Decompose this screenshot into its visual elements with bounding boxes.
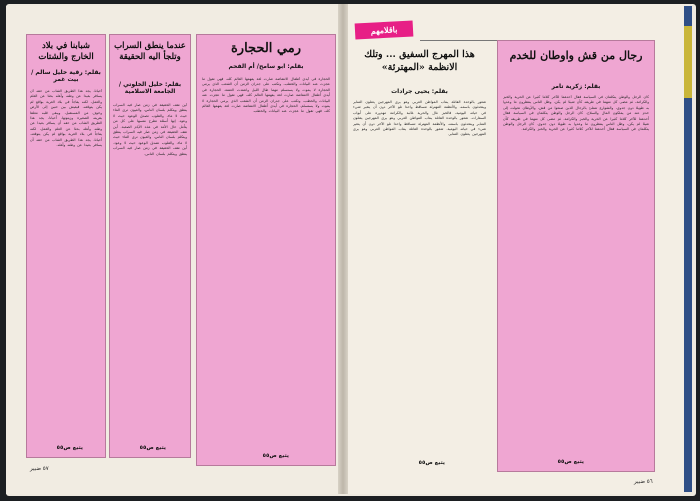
article-body: شعور بالوحدة القاتلة ينتاب المواطن العربي وهو يرى المهرجين يعتلون المنابر ويتحدثون باسمه، والأنظمة المهترئة تتساقط واحدا تلو الآخر دون أن يتغير شيء في حياته اليومية، فالخبز غال والحرية غائبة والكرامة مهدورة على أبواب السفارات. شعور بالوحدة القاتلة ينتاب المواطن العربي وهو يرى المهرجين يعتلون المنابر ويتحدثون باسمه، والأنظمة المهترئة تتساقط واحدا تلو الآخر دون أن يتغير شيء في حياته اليومية. شعور بالوحدة القاتلة ينتاب المواطن العربي وهو يرى المهرجين يعتلون المنابر.: [353, 100, 486, 137]
article-column-youth-abroad: [26, 34, 106, 458]
right-page-number: ٥٦ ضبير: [634, 479, 653, 485]
article-byline: بقلم: رقية خليل سالم / بيت غمر: [31, 69, 101, 83]
article-byline: بقلم: يحيى جرادات: [391, 88, 448, 95]
header-rule: [420, 40, 500, 41]
continued-note: يتبع ص٥٥: [139, 445, 166, 451]
continued-note: يتبع ص٥٥: [418, 460, 445, 466]
left-page-number: ٥٧ ضبير: [30, 466, 49, 472]
article-title: عندما ينطق السراب وتلجأ اليه الحقيقة: [114, 41, 186, 62]
section-label: باقلامهم: [355, 20, 414, 39]
continued-note: يتبع ص٥٥: [56, 445, 83, 451]
article-body: أحيانا، يجد هذا الطريق الشاب من حقه أن يسافر بعيدا عن وطنه وأهله بحثا عن العلم والعمل، لكنه يفاجأ في بلاد الغربة بواقع لم يكن يتوقعه، فيعيش بين حنين إلى الأرض وخوف من المستقبل، ويبقى قلبه معلقا بقريته الصغيرة وزيتونها. أحيانا، يجد هذا الطريق الشاب من حقه أن يسافر بعيدا عن وطنه وأهله بحثا عن العلم والعمل، لكنه يفاجأ في بلاد الغربة بواقع لم يكن يتوقعه. أحيانا، يجد هذا الطريق الشاب من حقه أن يسافر بعيدا عن وطنه وأهله.: [30, 89, 102, 148]
article-body: كان الرجل والوطن يتكلمان في السياسة فقال أحدهما للآخر كلاما كثيرا عن الحرية والخبز والكرامة، ثم مضى كل منهما في طريقه كأن شيئا لم يكن، وظل الناس ينتظرون ما وعدوا به طويلا دون جدوى، والشوارع تمتلئ بالرجال الذين صنعوا من قش، والأوطان تحولت إلى خدم عند من يملكون المال والسلاح. كان الرجل والوطن يتكلمان في السياسة فقال أحدهما للآخر كلاما كثيرا عن الحرية والخبز والكرامة، ثم مضى كل منهما في طريقه كأن شيئا لم يكن، وظل الناس ينتظرون ما وعدوا به طويلا دون جدوى. كان الرجل والوطن يتكلمان في السياسة فقال أحدهما للآخر كلاما كثيرا عن الحرية والخبز والكرامة.: [503, 95, 649, 132]
article-column-mirage: [109, 34, 191, 458]
cover-edge-tab: [684, 26, 692, 98]
article-title: هذا المهرج السفيق ... وتلك الانظمة «المهترئة»: [364, 49, 475, 73]
article-byline: بقلم: ابو سامح/ أم الفحم: [228, 63, 304, 70]
article-title: رمي الحجارة: [230, 41, 301, 56]
article-column-stone-throwing: [196, 34, 336, 466]
page-gutter: [338, 4, 348, 494]
article-byline: بقلم: زكرية تامر: [551, 83, 601, 90]
continued-note: يتبع ص٥٥: [557, 459, 584, 465]
article-byline: بقلم: خليل الخلوتي / الجامعة الاسلامية: [118, 81, 182, 95]
article-column-men-of-straw: [497, 40, 655, 472]
cover-edge: [684, 6, 692, 492]
article-title: رجال من قش واوطان للخدم: [509, 49, 643, 62]
article-body: الحجارة في أيدي أطفال الانتفاضة صارت لغة يفهمها العالم كله، فهي تقول ما عجزت عنه البيانات والخطب، وتكتب على جدران الزمن أن الشعب الذي يرمي الحجارة لا يموت ولا يستسلم مهما طال الليل واشتدت العتمة. الحجارة في أيدي أطفال الانتفاضة صارت لغة يفهمها العالم كله، فهي تقول ما عجزت عنه البيانات والخطب، وتكتب على جدران الزمن أن الشعب الذي يرمي الحجارة لا يموت ولا يستسلم. الحجارة في أيدي أطفال الانتفاضة صارت لغة يفهمها العالم كله، فهي تقول ما عجزت عنه البيانات والخطب.: [202, 77, 330, 114]
article-title: شبابنا في بلاد الخارج والشتات: [38, 41, 94, 62]
article-column-clown: [348, 42, 491, 472]
continued-note: يتبع ص٥٥: [262, 453, 289, 459]
article-body: أين تقف الحقيقة في زمن صار فيه السراب ينطق ويتكلم بلسان الناس، والعيون ترى الماء حيث لا ماء، والقلوب تصدق الوعود حيث لا وعود. إنها أسئلة تطرح نفسها على كل من يتأمل حال الأمة في هذه الأيام الصعبة. أين تقف الحقيقة في زمن صار فيه السراب ينطق ويتكلم بلسان الناس، والعيون ترى الماء حيث لا ماء، والقلوب تصدق الوعود حيث لا وعود. أين تقف الحقيقة في زمن صار فيه السراب ينطق ويتكلم بلسان الناس.: [113, 103, 187, 156]
